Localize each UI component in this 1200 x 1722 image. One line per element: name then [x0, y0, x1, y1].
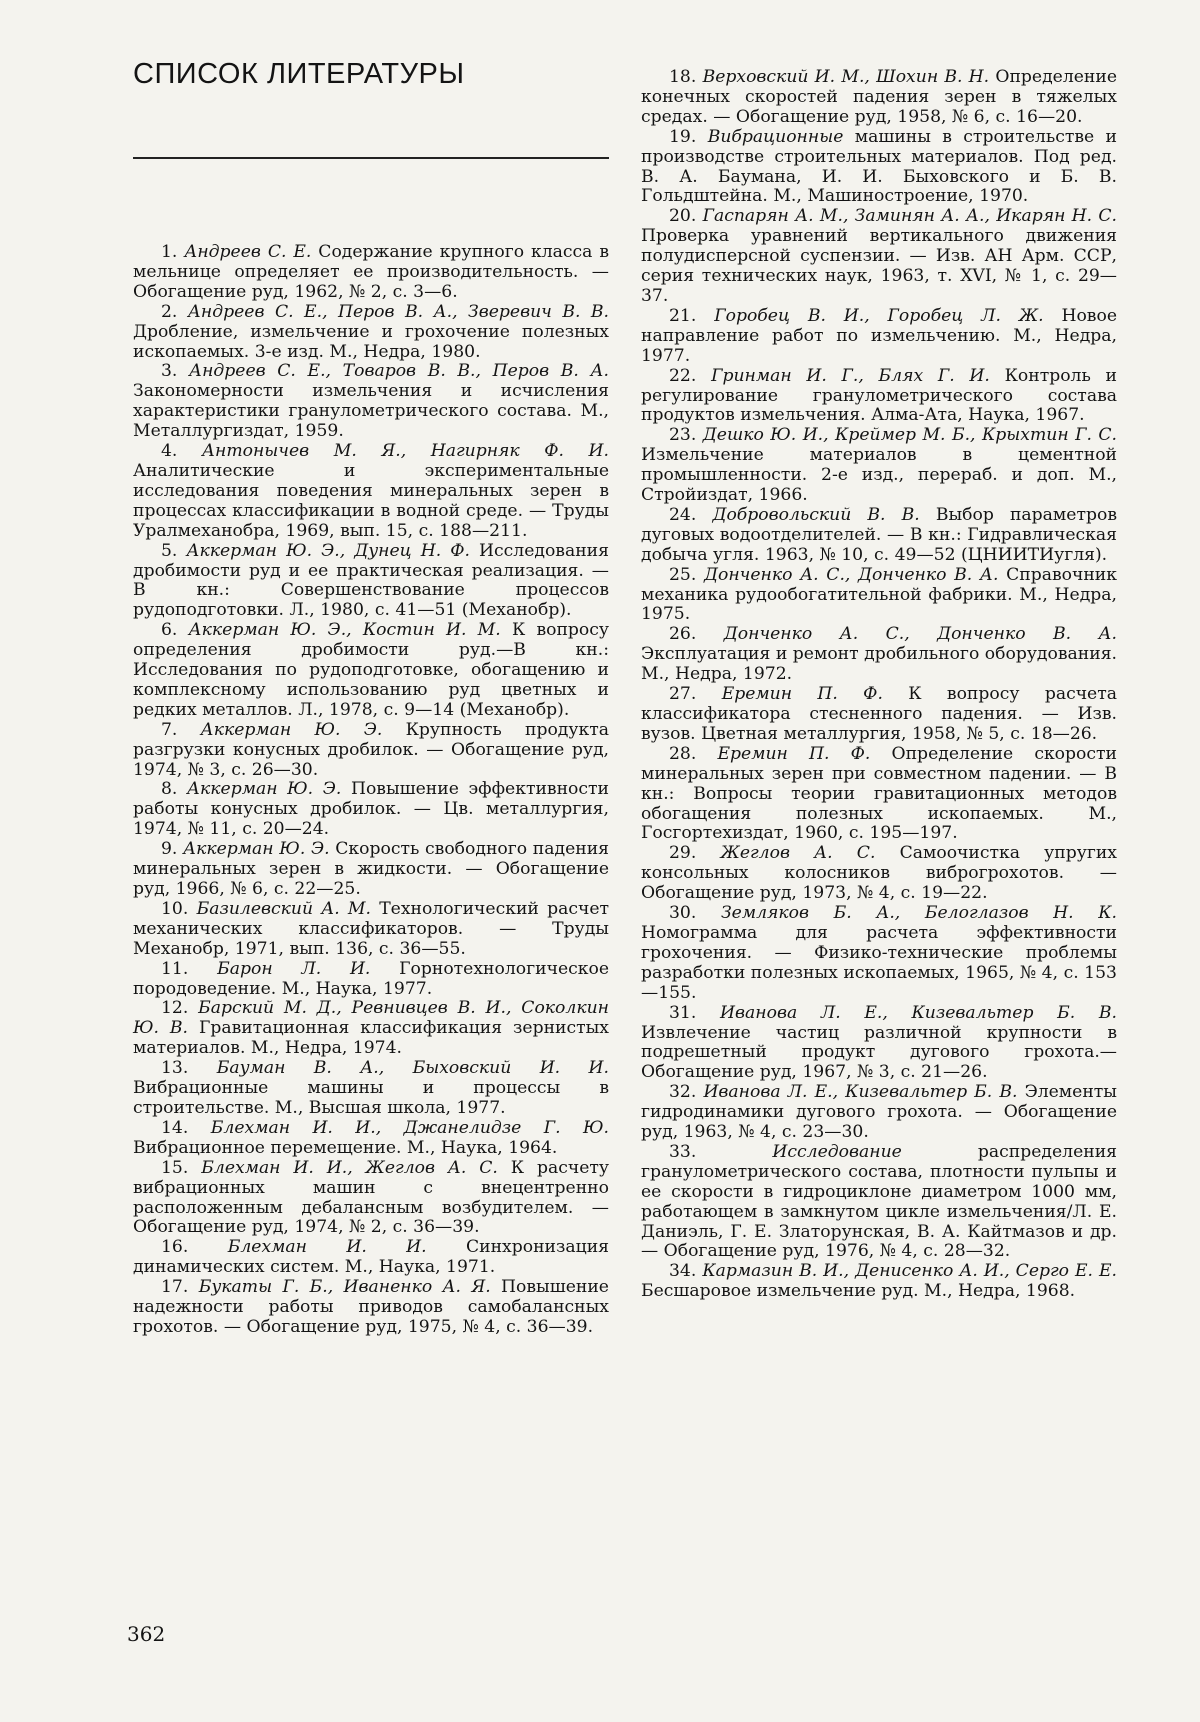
- reference-entry: [133, 900, 609, 960]
- reference-entry: [641, 685, 1117, 745]
- reference-entry: [641, 904, 1117, 1004]
- reference-authors: Антонычев М. Я., Нагирняк Ф. И.: [202, 441, 609, 461]
- reference-text: Скорость свободного падения минеральных зерен в жидкости. — Обогащение руд, 1966, № 6, с. 22—25.: [133, 839, 609, 899]
- reference-text: Эксплуатация и ремонт дробильного оборудования. М., Недра, 1972.: [641, 644, 1117, 684]
- reference-entry: [641, 68, 1117, 128]
- reference-authors: Аккерман Ю. Э., Дунец Н. Ф.: [186, 541, 470, 561]
- reference-text: Повышение надежности работы приводов самобалансных грохотов. — Обогащение руд, 1975, № 4, с. 36—39.: [133, 1277, 609, 1337]
- reference-number: 29.: [669, 843, 696, 863]
- reference-text: Дробление, измельчение и грохочение полезных ископаемых. 3-е изд. М., Недра, 1980.: [133, 322, 609, 362]
- reference-entry: [133, 1278, 609, 1338]
- reference-number: 11.: [161, 959, 188, 979]
- reference-authors: Гаспарян А. М., Заминян А. А., Икарян Н. С.: [703, 206, 1117, 226]
- reference-number: 4.: [161, 441, 177, 461]
- reference-authors: Андреев С. Е., Перов В. А., Зверевич В. В.: [188, 302, 609, 322]
- reference-number: 17.: [161, 1277, 188, 1297]
- reference-number: 5.: [161, 541, 177, 561]
- reference-entry: [641, 426, 1117, 506]
- reference-entry: [641, 1262, 1117, 1302]
- reference-authors: Аккерман Ю. Э., Костин И. М.: [189, 620, 501, 640]
- reference-authors: Жеглов А. С.: [721, 843, 876, 863]
- reference-entry: [641, 307, 1117, 367]
- reference-authors: Блехман И. И., Джанелидзе Г. Ю.: [211, 1118, 609, 1138]
- reference-authors: Бауман В. А., Быховский И. И.: [217, 1058, 609, 1078]
- reference-text: Проверка уравнений вертикального движения полудисперсной суспензии. — Изв. АН Арм. ССР, серия технических наук, 1963, т. XVI, № 1, с. 29—37.: [641, 226, 1117, 306]
- reference-authors: Еремин П. Ф.: [722, 684, 883, 704]
- reference-text: Номограмма для расчета эффективности грохочения. — Физико-технические проблемы разработки полезных ископаемых, 1965, № 4, с. 153—155.: [641, 923, 1117, 1003]
- reference-entry: [641, 566, 1117, 626]
- reference-entry: [133, 780, 609, 840]
- reference-text: Гравитационная классификация зернистых материалов. М., Недра, 1974.: [133, 1018, 609, 1058]
- reference-authors: Андреев С. Е.: [184, 242, 311, 262]
- reference-entry: [641, 745, 1117, 845]
- reference-entry: [133, 362, 609, 442]
- reference-number: 2.: [161, 302, 177, 322]
- reference-entry: [641, 367, 1117, 427]
- reference-number: 7.: [161, 720, 177, 740]
- reference-text: Вибрационные машины и процессы в строительстве. М., Высшая школа, 1977.: [133, 1078, 609, 1118]
- page-number: 362: [127, 1622, 165, 1646]
- reference-number: 30.: [669, 903, 696, 923]
- reference-authors: Аккерман Ю. Э.: [183, 839, 329, 859]
- reference-authors: Иванова Л. Е., Кизевальтер Б. В.: [720, 1003, 1117, 1023]
- reference-authors: Андреев С. Е., Товаров В. В., Перов В. А.: [189, 361, 609, 381]
- reference-number: 34.: [669, 1261, 696, 1281]
- reference-number: 9.: [161, 839, 177, 859]
- reference-number: 10.: [161, 899, 188, 919]
- reference-authors: Исследование: [772, 1142, 901, 1162]
- reference-number: 26.: [669, 624, 696, 644]
- reference-number: 14.: [161, 1118, 188, 1138]
- page-title: СПИСОК ЛИТЕРАТУРЫ: [133, 58, 465, 91]
- reference-number: 24.: [669, 505, 696, 525]
- reference-number: 6.: [161, 620, 177, 640]
- reference-number: 31.: [669, 1003, 696, 1023]
- title-divider: [133, 157, 609, 159]
- reference-authors: Верховский И. М., Шохин В. Н.: [703, 67, 990, 87]
- reference-authors: Аккерман Ю. Э.: [187, 779, 341, 799]
- reference-text: Синхронизация динамических систем. М., Наука, 1971.: [133, 1237, 609, 1277]
- reference-text: Закономерности измельчения и исчисления характеристики гранулометрического состава. М., Металлургиздат, 1959.: [133, 381, 609, 441]
- reference-number: 16.: [161, 1237, 188, 1257]
- reference-authors: Дешко Ю. И., Креймер М. Б., Крыхтин Г. С.: [703, 425, 1117, 445]
- reference-text: Исследования дробимости руд и ее практическая реализация. — В кн.: Совершенствование процессов рудоподготовки. Л., 1980, с. 41—51 (Механобр).: [133, 541, 609, 621]
- reference-text: Повышение эффективности работы конусных дробилок. — Цв. металлургия, 1974, № 11, с. 20—24.: [133, 779, 609, 839]
- reference-entry: [133, 999, 609, 1059]
- reference-entry: [133, 542, 609, 622]
- reference-authors: Барский М. Д., Ревнивцев В. И., Соколкин Ю. В.: [133, 998, 609, 1038]
- reference-entry: [133, 840, 609, 900]
- reference-authors: Барон Л. И.: [217, 959, 370, 979]
- reference-entry: [641, 128, 1117, 208]
- reference-entry: [641, 625, 1117, 685]
- reference-authors: Иванова Л. Е., Кизевальтер Б. В.: [703, 1082, 1017, 1102]
- reference-entry: [133, 1159, 609, 1239]
- reference-number: 32.: [669, 1082, 696, 1102]
- reference-text: Новое направление работ по измельчению. М., Недра, 1977.: [641, 306, 1117, 366]
- reference-entry: [133, 721, 609, 781]
- reference-entry: [641, 1143, 1117, 1262]
- reference-authors: Гринман И. Г., Блях Г. И.: [711, 366, 990, 386]
- reference-entry: [133, 1059, 609, 1119]
- reference-text: распределения гранулометрического состава, плотности пульпы и ее скорости в гидроциклоне диаметром 1000 мм, работающем в замкнутом цикле измельчения/Л. Е. Даниэль, Г. Е. Златорунская, В. А. Кайтмазов и др. — Обогащение руд, 1976, № 4, с. 28—32.: [641, 1142, 1117, 1262]
- reference-authors: Добровольский В. В.: [712, 505, 919, 525]
- reference-authors: Кармазин В. И., Денисенко А. И., Серго Е. Е.: [702, 1261, 1117, 1281]
- reference-text: К вопросу определения дробимости руд.—В кн.: Исследования по рудоподготовке, обогащению и комплексному использованию руд цветных и редких металлов. Л., 1978, с. 9—14 (Механобр).: [133, 620, 609, 720]
- reference-text: Определение конечных скоростей падения зерен в тяжелых средах. — Обогащение руд, 1958, № 6, с. 16—20.: [641, 67, 1117, 127]
- reference-number: 33.: [669, 1142, 696, 1162]
- reference-authors: Донченко А. С., Донченко В. А.: [724, 624, 1117, 644]
- reference-text: Измельчение материалов в цементной промышленности. 2-е изд., перераб. и доп. М., Стройиздат, 1966.: [641, 445, 1117, 505]
- reference-authors: Земляков Б. А., Белоглазов Н. К.: [721, 903, 1117, 923]
- reference-entry: [641, 844, 1117, 904]
- reference-text: Извлечение частиц различной крупности в подрешетный продукт дугового грохота.— Обогащение руд, 1967, № 3, с. 21—26.: [641, 1023, 1117, 1083]
- reference-number: 20.: [669, 206, 696, 226]
- reference-number: 8.: [161, 779, 177, 799]
- reference-entry: [133, 621, 609, 721]
- reference-authors: Блехман И. И., Жеглов А. С.: [201, 1158, 498, 1178]
- reference-number: 28.: [669, 744, 696, 764]
- reference-text: Аналитические и экспериментальные исследования поведения минеральных зерен в процессах классификации в водной среде. — Труды Уралмеханобра, 1969, вып. 15, с. 188—211.: [133, 461, 609, 541]
- reference-text: Выбор параметров дуговых водоотделителей. — В кн.: Гидравлическая добыча угля. 1963, № 10, с. 49—52 (ЦНИИТИугля).: [641, 505, 1117, 565]
- reference-number: 1.: [161, 242, 177, 262]
- reference-text: К вопросу расчета классификатора стесненного падения. — Изв. вузов. Цветная металлургия, 1958, № 5, с. 18—26.: [641, 684, 1117, 744]
- reference-text: Справочник механика рудообогатительной фабрики. М., Недра, 1975.: [641, 565, 1117, 625]
- reference-text: Технологический расчет механических классификаторов. — Труды Механобр, 1971, вып. 136, с. 36—55.: [133, 899, 609, 959]
- reference-text: Горнотехнологическое породоведение. М., Наука, 1977.: [133, 959, 609, 999]
- reference-authors: Аккерман Ю. Э.: [201, 720, 383, 740]
- reference-authors: Блехман И. И.: [228, 1237, 427, 1257]
- reference-number: 13.: [161, 1058, 188, 1078]
- reference-text: Вибрационное перемещение. М., Наука, 1964.: [133, 1138, 557, 1158]
- reference-authors: Букаты Г. Б., Иваненко А. Я.: [199, 1277, 491, 1297]
- reference-authors: Базилевский А. М.: [197, 899, 371, 919]
- reference-number: 19.: [669, 127, 696, 147]
- reference-authors: Горобец В. И., Горобец Л. Ж.: [714, 306, 1043, 326]
- reference-authors: Вибрационные: [708, 127, 844, 147]
- reference-column-left: [133, 243, 609, 1338]
- reference-entry: [641, 1004, 1117, 1084]
- reference-text: Бесшаровое измельчение руд. М., Недра, 1968.: [641, 1281, 1075, 1301]
- reference-entry: [641, 506, 1117, 566]
- reference-text: Контроль и регулирование гранулометрического состава продуктов измельчения. Алма-Ата, Наука, 1967.: [641, 366, 1117, 426]
- reference-authors: Донченко А. С., Донченко В. А.: [704, 565, 998, 585]
- reference-text: Самоочистка упругих консольных колосников виброгрохотов. — Обогащение руд, 1973, № 4, с. 19—22.: [641, 843, 1117, 903]
- reference-number: 22.: [669, 366, 696, 386]
- reference-text: Содержание крупного класса в мельнице определяет ее производительность. — Обогащение руд, 1962, № 2, с. 3—6.: [133, 242, 609, 302]
- reference-entry: [641, 1083, 1117, 1143]
- reference-text: Определение скорости минеральных зерен при совместном падении. — В кн.: Вопросы теории гравитационных методов обогащения полезных ископаемых. М., Госгортехиздат, 1960, с. 195—197.: [641, 744, 1117, 844]
- reference-number: 12.: [161, 998, 188, 1018]
- reference-entry: [133, 243, 609, 303]
- reference-number: 23.: [669, 425, 696, 445]
- reference-text: К расчету вибрационных машин с внецентренно расположенным дебалансным возбудителем. — Обогащение руд, 1974, № 2, с. 36—39.: [133, 1158, 609, 1238]
- reference-number: 3.: [161, 361, 177, 381]
- reference-entry: [133, 303, 609, 363]
- reference-authors: Еремин П. Ф.: [718, 744, 871, 764]
- reference-column-right: [641, 68, 1117, 1302]
- reference-number: 21.: [669, 306, 696, 326]
- reference-text: Крупность продукта разгрузки конусных дробилок. — Обогащение руд, 1974, № 3, с. 26—30.: [133, 720, 609, 780]
- reference-number: 18.: [669, 67, 696, 87]
- reference-text: машины в строительстве и производстве строительных материалов. Под ред. В. А. Баумана, И. И. Быховского и Б. В. Гольдштейна. М., Машиностроение, 1970.: [641, 127, 1117, 207]
- reference-text: Элементы гидродинамики дугового грохота. — Обогащение руд, 1963, № 4, с. 23—30.: [641, 1082, 1117, 1142]
- reference-entry: [133, 442, 609, 542]
- reference-entry: [133, 1238, 609, 1278]
- reference-number: 15.: [161, 1158, 188, 1178]
- reference-entry: [641, 207, 1117, 307]
- reference-number: 27.: [669, 684, 696, 704]
- reference-entry: [133, 960, 609, 1000]
- reference-number: 25.: [669, 565, 696, 585]
- reference-entry: [133, 1119, 609, 1159]
